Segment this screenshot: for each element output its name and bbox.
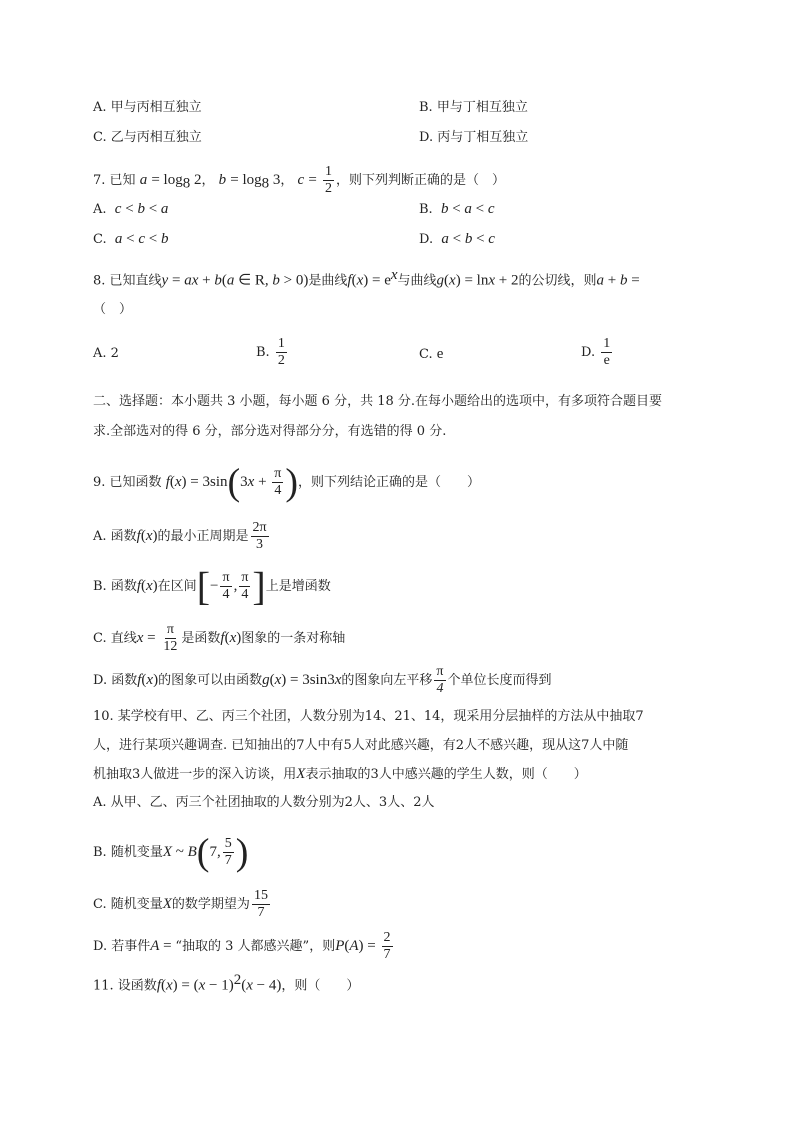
q8-stem: 8. 已知直线y = ax + b(a ∈ R, b > 0)是曲线$f(x) = e^x$与曲线g(x) = lnx + 2的公切线，则a + b = bbox=[93, 267, 640, 289]
q8-paren: （ ） bbox=[93, 302, 133, 317]
q6-option-c: C. 乙与丙相互独立 bbox=[93, 130, 202, 145]
q6-option-d: D. 丙与丁相互独立 bbox=[419, 130, 529, 145]
q7-option-a: A. c < b < a bbox=[93, 201, 169, 217]
q8-option-d: D. $\frac{1}{e}$ bbox=[581, 336, 611, 368]
q8-option-a: A. 2 bbox=[93, 346, 119, 361]
q8-option-b: B. $\frac{1}{2}$ bbox=[256, 336, 285, 368]
q10-stem-line3: 机抽取3人做进一步的深入访谈，用X表示抽取的3人中感兴趣的学生人数，则（ ） bbox=[93, 766, 587, 782]
q9-option-a: A. 函数f(x)的最小正周期是 $\frac{2\pi}{3}$ bbox=[93, 520, 267, 552]
q10-option-a: A. 从甲、乙、丙三个社团抽取的人数分别为2人、3人、2人 bbox=[93, 795, 435, 810]
q9-option-c: C. 直线x = $\frac{\pi}{12}$ 是函数f(x)图象的一条对称轴 bbox=[93, 622, 346, 654]
q11-stem: 11. 设函数$f(x) = (x - 1)^2(x - 4)$，则（ ） bbox=[93, 972, 360, 994]
section2-instructions-line2: 求.全部选对的得 6 分，部分选对得部分分，有选错的得 0 分. bbox=[93, 424, 447, 439]
q7-option-d: D. a < b < c bbox=[419, 231, 495, 247]
q10-option-c: C. 随机变量X的数学期望为 $\frac{15}{7}$ bbox=[93, 888, 268, 920]
q7-option-b: B. b < a < c bbox=[419, 201, 495, 217]
q6-option-b: B. 甲与丁相互独立 bbox=[419, 100, 528, 115]
q10-stem-line2: 人，进行某项兴趣调查. 已知抽出的7人中有5人对此感兴趣，有2人不感兴趣，现从这7人中随 bbox=[93, 738, 629, 753]
q10-stem-line1: 10. 某学校有甲、乙、丙三个社团，人数分别为14、21、14，现采用分层抽样的方法从中抽取7 bbox=[93, 709, 644, 724]
q9-stem: 9. 已知函数 f(x) = 3sin(3x + $\frac{\pi}{4}$ )，则下列结论正确的是（ ） bbox=[93, 461, 481, 504]
q9-option-b: B. 函数f(x)在区间[− $\frac{\pi}{4}$ , $\frac{\pi}{4}$ ]上是增函数 bbox=[93, 563, 331, 609]
q10-option-d: D. 若事件A = “抽取的 3 人都感兴趣”，则P(A) = $\frac{2}{7}$ bbox=[93, 930, 391, 962]
q7-option-c: C. a < c < b bbox=[93, 231, 169, 247]
q9-option-d: D. 函数f(x)的图象可以由函数g(x) = 3sin3x的图象向左平移 $\frac{\pi}{4}$ 个单位长度而得到 bbox=[93, 664, 552, 696]
q10-option-b: B. 随机变量X ~ B(7, $\frac{5}{7}$ ) bbox=[93, 831, 249, 874]
q6-option-a: A. 甲与丙相互独立 bbox=[93, 100, 202, 115]
section2-instructions-line1: 二、选择题：本小题共 3 小题，每小题 6 分，共 18 分.在每小题给出的选项中，有多项符合题目要 bbox=[93, 394, 663, 409]
q7-stem: 7. 已知 $a = \log_8 2$， $b = \log_8 3$， c = $\frac{1}{2}$ ，则下列判断正确的是（ ） bbox=[93, 164, 505, 196]
q8-option-c: C. e bbox=[419, 346, 444, 362]
